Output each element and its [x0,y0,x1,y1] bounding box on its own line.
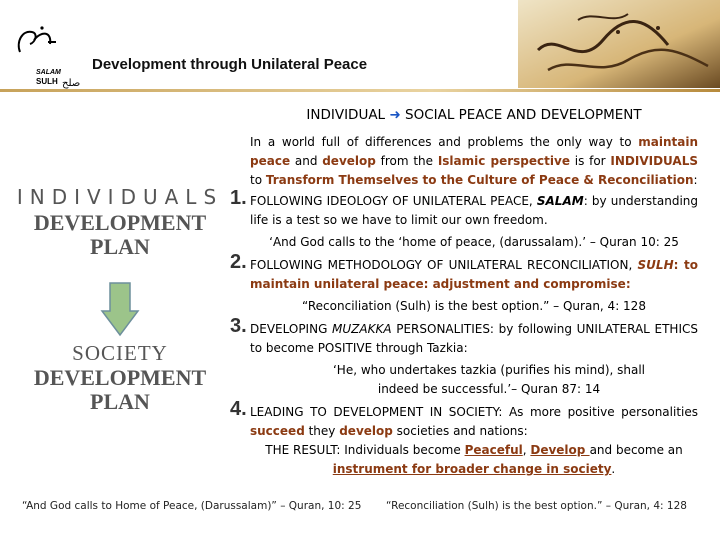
logo-arabic-text: صلح [62,78,81,89]
item-text-c: societies and nations: [392,424,528,438]
item-salam: SALAM [536,194,584,208]
item-number: 1. [230,187,247,209]
item-sulh: SULH [637,258,674,272]
plan-text-2: PLAN [90,389,150,414]
result-text-a: THE RESULT: Individuals become [265,443,465,457]
intro-text-3: from the [375,154,438,168]
society-heading: SOCIETY [72,341,168,365]
item-text-a: FOLLOWING IDEOLOGY OF UNILATERAL PEACE, [250,194,537,208]
list-item [230,251,698,294]
item-text-a: FOLLOWING METHODOLOGY OF UNILATERAL RECONCILIATION, [250,258,638,272]
heading-individual: INDIVIDUAL [306,107,386,123]
footer-quote-right: “Reconciliation (Sulh) is the best option.” – Quran, 4: 128 [386,500,687,512]
quote-3: ‘He, who undertakes tazkia (purifies his mind), shall indeed be successful.’– Quran 87: 14 [332,363,646,396]
intro-islamic: Islamic perspective [437,154,570,168]
intro-text-6: : [693,173,698,187]
list-item [230,315,698,358]
heading-social-peace: SOCIAL PEACE AND DEVELOPMENT [405,107,642,123]
calligraphy-photo [518,0,720,88]
society-dev-plan [15,366,225,414]
development-text-2: DEVELOPMENT [33,365,207,390]
item-text-a: LEADING TO DEVELOPMENT IN SOCIETY: As more positive personalities [250,405,698,419]
item-number: 3. [230,315,247,337]
intro-develop: develop [322,154,376,168]
plan-text: PLAN [90,234,150,259]
intro-individuals: INDIVIDUALS [610,154,699,168]
result-instrument: instrument for broader change in society [332,462,612,476]
list-item [230,398,698,441]
item-number: 4. [230,398,247,420]
item-text-b: : to maintain unilateral peace: adjustment and compromise: [250,258,698,291]
header-divider [0,89,720,92]
item-succeed: succeed [250,424,305,438]
result-develop: Develop [530,443,590,457]
salam-sulh-logo [12,22,87,89]
intro-maintain-peace: maintain peace [250,135,698,168]
intro-paragraph [230,133,698,190]
item-text-a: DEVELOPING [250,322,333,336]
item-muzakka: MUZAKKA [332,322,392,336]
intro-text-1: In a world full of differences and problems the only way to [250,135,639,149]
left-column [15,185,225,414]
page-title: Development through Unilateral Peace [92,56,368,73]
individuals-dev-plan [15,211,225,259]
item-number: 2. [230,251,247,273]
main-heading [250,106,698,125]
intro-text-2: and [290,154,323,168]
result-text-b: , [522,443,531,457]
item-text-b: they [304,424,340,438]
result-text-d: . [611,462,616,476]
intro-text-5: to [250,173,266,187]
down-arrow-icon [100,281,140,337]
item-text-b: PERSONALITIES: by following UNILATERAL ETHICS to become POSITIVE through Tazkia: [250,322,698,355]
result-text-c: and become an [589,443,683,457]
quote-1: ‘And God calls to the ‘home of peace, (darussalam).’ – Quran 10: 25 [269,235,679,249]
quote-2: “Reconciliation (Sulh) is the best option.” – Quran, 4: 128 [302,299,646,313]
item-text-b: : by understanding life is a test so we have to limit our own freedom. [250,194,698,227]
development-text: DEVELOPMENT [33,210,207,235]
logo-sulh-text: SULH [36,77,58,86]
footer-quote-left: “And God calls to Home of Peace, (Darussalam)” – Quran, 10: 25 [22,500,362,512]
individuals-heading: INDIVIDUALS [16,185,224,209]
header [0,0,720,92]
main-content [230,106,698,479]
arrow-right-icon: ➜ [389,107,401,123]
item-develop: develop [339,424,393,438]
logo-text [36,68,61,86]
intro-text-4: is for [569,154,611,168]
result-paragraph [230,441,698,479]
logo-salam-text: SALAM [36,69,61,76]
intro-transform: Transform Themselves to the Culture of Peace & Reconciliation [265,173,694,187]
list-item [230,187,698,230]
result-peaceful: Peaceful [464,443,523,457]
